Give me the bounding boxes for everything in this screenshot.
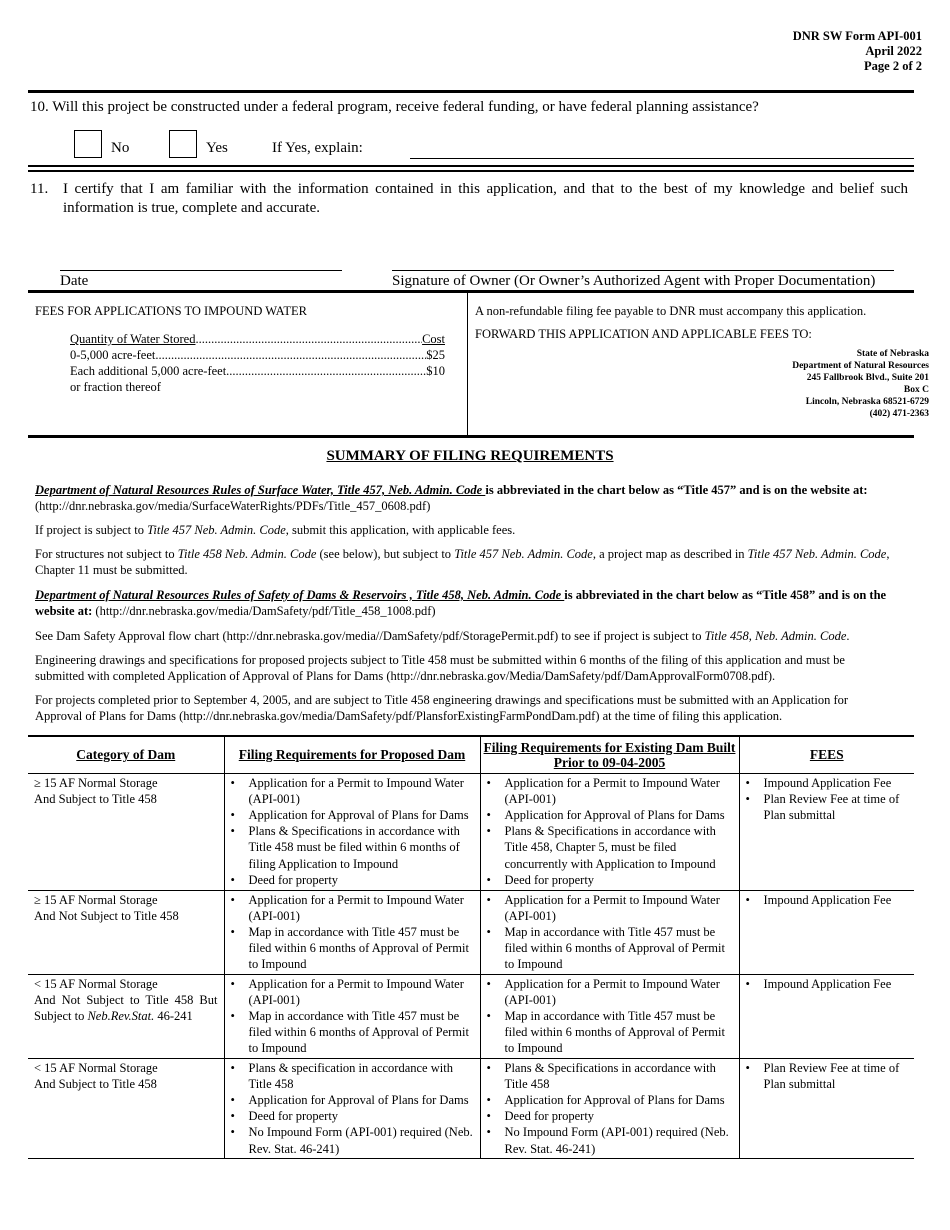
list-item: • Deed for property	[231, 1108, 474, 1124]
q10-rule-a	[28, 165, 914, 167]
page-number: Page 2 of 2	[864, 59, 922, 73]
forward-note: FORWARD THIS APPLICATION AND APPLICABLE FEES TO:	[475, 327, 812, 341]
list-item: • Map in accordance with Title 457 must be filed within 6 months of Approval of Permit to Impound	[487, 1008, 733, 1057]
list-item: • Deed for property	[231, 872, 474, 888]
table-row	[28, 974, 914, 1058]
list-item: • Deed for property	[487, 1108, 733, 1124]
list-item: • Impound Application Fee	[746, 892, 909, 908]
table-row	[28, 773, 914, 890]
existing-header: Filing Requirements for Existing Dam Built Prior to 09-04-2005	[480, 736, 739, 773]
proposed-cell	[224, 974, 480, 1058]
no-label: No	[111, 140, 130, 156]
quantity-header: Quantity of Water Stored	[70, 332, 196, 346]
fees-top-rule	[28, 290, 914, 293]
list-item: • Application for a Permit to Impound Water (API-001)	[487, 775, 733, 807]
subject-457-paragraph: If project is subject to Title 457 Neb. Admin. Code, submit this application, with applicable fees.	[35, 523, 516, 537]
existing-cell	[480, 1058, 739, 1158]
category-cell: < 15 AF Normal Storage And Not Subject to Title 458 But Subject to Neb.Rev.Stat. 46-241	[28, 974, 224, 1058]
question-10-text: 10. Will this project be constructed under a federal program, receive federal funding, or have federal planning assistance?	[30, 99, 759, 115]
list-item: • Application for Approval of Plans for Dams	[487, 1092, 733, 1108]
yes-checkbox[interactable]	[169, 130, 197, 158]
category-cell: ≥ 15 AF Normal Storage And Not Subject to Title 458	[28, 890, 224, 974]
yes-label: Yes	[206, 140, 228, 156]
proposed-cell	[224, 1058, 480, 1158]
date-label: Date	[60, 273, 89, 289]
list-item: • Plans & Specifications in accordance with Title 458, Chapter 5, must be filed concurrently with Application to Impound	[487, 823, 733, 872]
title-457-paragraph: Department of Natural Resources Rules of Surface Water, Title 457, Neb. Admin. Code is abbreviated in the chart below as “Title 457” and is on the website at: (http://dnr.nebraska.gov/media/SurfaceWaterRights/PDFs/Title_457_0608.pdf)	[35, 483, 868, 513]
table-row	[28, 1058, 914, 1158]
table-header-row	[28, 736, 914, 773]
fee-row: 0-5,000 acre-feet ..... $25	[70, 347, 445, 363]
list-item: • Application for a Permit to Impound Water (API-001)	[231, 976, 474, 1008]
list-item: • Plans & specification in accordance with Title 458	[231, 1060, 474, 1092]
list-item: • Application for Approval of Plans for Dams	[487, 807, 733, 823]
cost-header: Cost	[422, 332, 445, 346]
list-item: • Impound Application Fee	[746, 775, 909, 791]
list-item: • Application for Approval of Plans for Dams	[231, 1092, 474, 1108]
explain-input-line[interactable]	[410, 158, 914, 159]
date-line[interactable]	[60, 270, 342, 271]
fees-cell	[739, 1058, 914, 1158]
map-paragraph: For structures not subject to Title 458 Neb. Admin. Code (see below), but subject to Title 457 Neb. Admin. Code, a project map as described in Title 457 Neb. Admin. Code, Chapter 11 must be submitted.	[35, 547, 890, 577]
list-item: • Application for Approval of Plans for Dams	[231, 807, 474, 823]
list-item: • Plan Review Fee at time of Plan submittal	[746, 791, 909, 823]
list-item: • Application for a Permit to Impound Water (API-001)	[231, 775, 474, 807]
proposed-header: Filing Requirements for Proposed Dam	[224, 736, 480, 773]
fees-cell	[739, 890, 914, 974]
fees-header-row	[70, 331, 445, 347]
list-item: • Plan Review Fee at time of Plan submittal	[746, 1060, 909, 1092]
fees-table	[70, 331, 445, 395]
list-item: • Map in accordance with Title 457 must be filed within 6 months of Approval of Permit to Impound	[487, 924, 733, 973]
engineering-paragraph: Engineering drawings and specifications for proposed projects subject to Title 458 must be submitted within 6 months of the filing of this application and must be submitted with completed Application of Approval of Plans for Dams (http://dnr.nebraska.gov/Media/DamSafety/pdf/DamApprovalForm0708.pdf).	[35, 653, 845, 683]
category-cell: < 15 AF Normal Storage And Subject to Title 458	[28, 1058, 224, 1158]
fee-row: Each additional 5,000 acre-feet ..... $10	[70, 363, 445, 379]
nonrefundable-note: A non-refundable filing fee payable to DNR must accompany this application.	[475, 304, 867, 318]
signature-label: Signature of Owner (Or Owner’s Authorized Agent with Proper Documentation)	[392, 273, 876, 289]
form-date: April 2022	[865, 44, 922, 58]
q10-rule-b	[28, 170, 914, 172]
list-item: • No Impound Form (API-001) required (Neb. Rev. Stat. 46-241)	[487, 1124, 733, 1156]
fees-panel	[35, 304, 445, 395]
existing-cell	[480, 890, 739, 974]
list-item: • Impound Application Fee	[746, 976, 909, 992]
list-item: • Application for a Permit to Impound Water (API-001)	[487, 892, 733, 924]
fees-divider	[467, 292, 468, 436]
question-11-text: I certify that I am familiar with the information contained in this application, and that to the best of my knowledge and belief such information is true, complete and accurate.	[63, 181, 908, 216]
top-rule	[28, 90, 914, 93]
table-row	[28, 890, 914, 974]
list-item: • Plans & Specifications in accordance with Title 458	[487, 1060, 733, 1092]
summary-title: SUMMARY OF FILING REQUIREMENTS	[326, 448, 614, 464]
title-458-link[interactable]: (http://dnr.nebraska.gov/media/DamSafety/pdf/Title_458_1008.pdf)	[95, 604, 436, 618]
filing-requirements-table	[28, 735, 914, 1159]
fees-header: FEES	[739, 736, 914, 773]
signature-line[interactable]	[392, 270, 894, 271]
fees-cell	[739, 974, 914, 1058]
flow-chart-paragraph: See Dam Safety Approval flow chart (http://dnr.nebraska.gov/media//DamSafety/pdf/StoragePermit.pdf) to see if project is subject to Title 458, Neb. Admin. Code.	[35, 629, 850, 643]
question-11-number: 11.	[30, 181, 49, 197]
question-11	[30, 180, 908, 218]
list-item: • Map in accordance with Title 457 must be filed within 6 months of Approval of Permit to Impound	[231, 1008, 474, 1057]
fees-cell	[739, 773, 914, 890]
fees-bottom-rule	[28, 435, 914, 438]
title-457-link[interactable]: (http://dnr.nebraska.gov/media/SurfaceWaterRights/PDFs/Title_457_0608.pdf)	[35, 499, 431, 513]
form-header	[793, 29, 922, 74]
proposed-cell	[224, 773, 480, 890]
list-item: • Application for a Permit to Impound Water (API-001)	[487, 976, 733, 1008]
list-item: • Application for a Permit to Impound Water (API-001)	[231, 892, 474, 924]
proposed-cell	[224, 890, 480, 974]
list-item: • Map in accordance with Title 457 must be filed within 6 months of Approval of Permit to Impound	[231, 924, 474, 973]
category-header: Category of Dam	[28, 736, 224, 773]
list-item: • No Impound Form (API-001) required (Neb. Rev. Stat. 46-241)	[231, 1124, 474, 1156]
fee-note: or fraction thereof	[70, 380, 161, 394]
list-item: • Deed for property	[487, 872, 733, 888]
list-item: • Plans & Specifications in accordance with Title 458 must be filed within 6 months of filing Application to Impound	[231, 823, 474, 872]
category-cell: ≥ 15 AF Normal Storage And Subject to Title 458	[28, 773, 224, 890]
existing-cell	[480, 974, 739, 1058]
no-checkbox[interactable]	[74, 130, 102, 158]
mailing-address: State of Nebraska Department of Natural Resources 245 Fallbrook Blvd., Suite 201 Box C Lincoln, Nebraska 68521-6729 (402) 471-2363	[792, 349, 929, 419]
existing-cell	[480, 773, 739, 890]
fees-title: FEES FOR APPLICATIONS TO IMPOUND WATER	[35, 304, 307, 318]
explain-label: If Yes, explain:	[272, 140, 363, 156]
form-id: DNR SW Form API-001	[792, 29, 922, 43]
fees-instructions	[475, 304, 930, 342]
existing-projects-paragraph: For projects completed prior to September 4, 2005, and are subject to Title 458 engineering drawings and specifications must be submitted with an Application for Approval of Plans for Dams (http://dnr.nebraska.gov/media/DamSafety/pdf/PlansforExistingFarmPondDam.pdf) at the time of filing this application.	[35, 693, 849, 723]
title-458-paragraph: Department of Natural Resources Rules of Safety of Dams & Reservoirs , Title 458, Neb. Admin. Code is abbreviated in the chart below as “Title 458” and is on the website at: (http://dnr.nebraska.gov/media/DamSafety/pdf/Title_458_1008.pdf)	[35, 588, 887, 618]
